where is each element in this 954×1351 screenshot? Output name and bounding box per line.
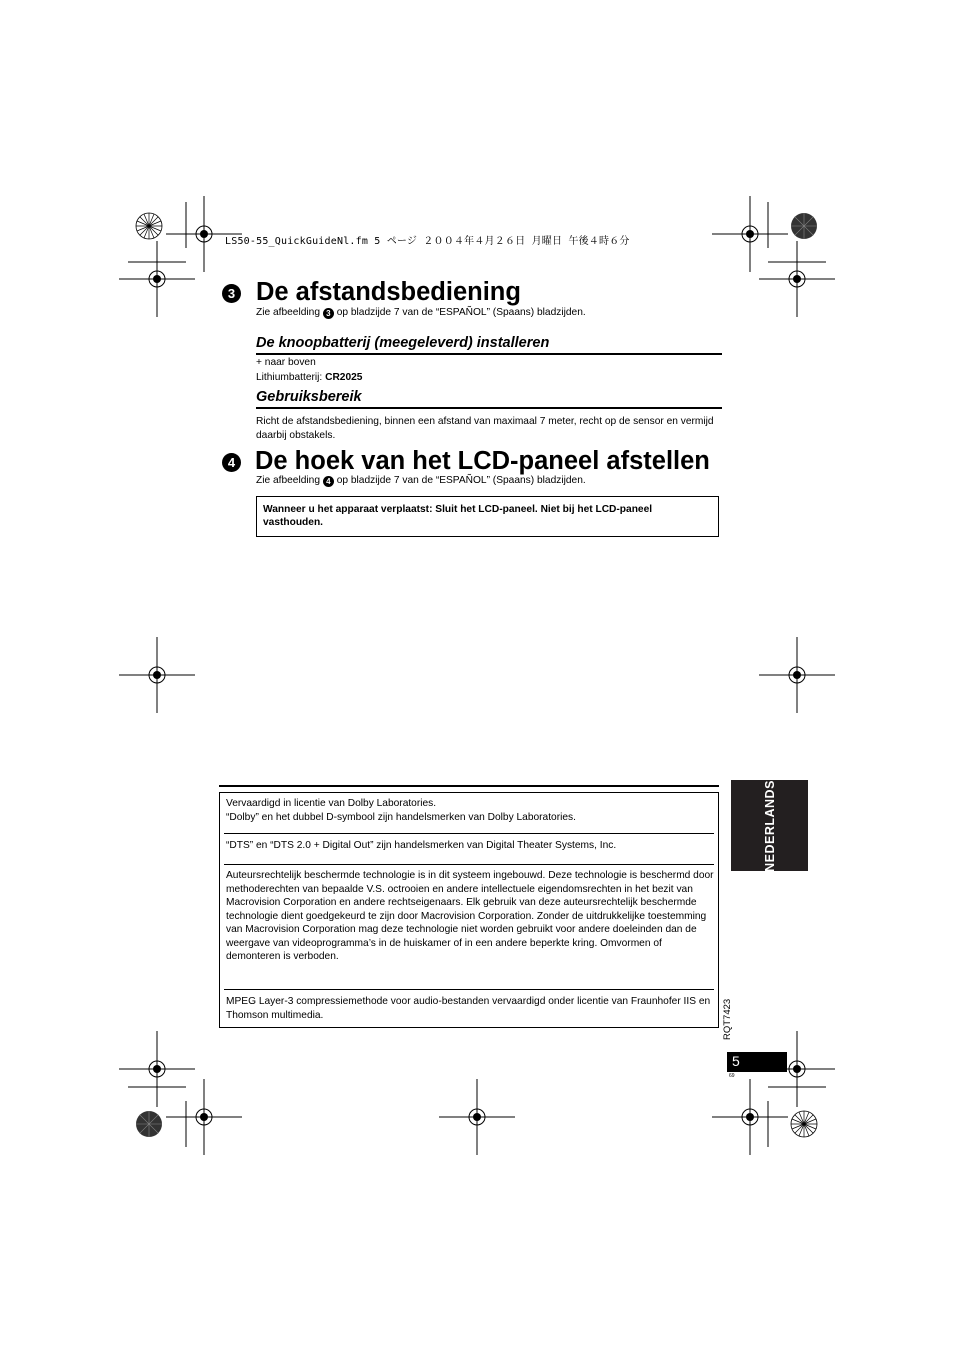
- file-header: LS50-55_QuickGuideNl.fm 5 ページ ２００４年４月２６日 月曜日 午後４時６分: [225, 236, 630, 247]
- macrovision-notice: Auteursrechtelijk beschermde technologie is in dit systeem ingebouwd. Deze technologie is beschermd door methoderechten van bepaalde V.S. octrooien en andere intellectuele eigendomsrechten in het bezit van Macrovision Corporation en andere rechtseigenaars. Elk gebruik van deze auteursrechtelijk beschermde technologie dient goedgekeurd te zijn door Macrovision Corporation. Zonder de uitdrukkelijke toestemming van Macrovision Corporation mag deze technologie niet worden gebruikt voor andere doeleinden dan de weergave van videoprogramma’s in de huiskamer of in een andere beperkte kring. Omvormen of demonteren is verboden.: [226, 870, 714, 962]
- license-top-rule: [219, 785, 719, 787]
- section-3-title: De afstandsbediening: [256, 278, 521, 306]
- section-3-intro: Zie afbeelding 3 op bladzijde 7 van de “ESPAÑOL” (Spaans) bladzijden.: [256, 307, 586, 318]
- range-subtitle: Gebruiksbereik: [256, 389, 362, 405]
- figure-4-icon: 4: [323, 476, 334, 487]
- license-divider: [224, 864, 714, 865]
- license-divider: [224, 833, 714, 834]
- battery-subtitle: De knoopbatterij (meegeleverd) installeren: [256, 335, 550, 351]
- range-rule: [256, 407, 722, 409]
- document-code: RQT7423: [722, 998, 733, 1040]
- section-4-title: De hoek van het LCD-paneel afstellen: [255, 447, 710, 475]
- figure-3-icon: 3: [323, 308, 334, 319]
- page-number: 5: [732, 1053, 740, 1069]
- section-3-number-badge: 3: [222, 284, 241, 303]
- dts-notice: “DTS” en “DTS 2.0 + Digital Out” zijn handelsmerken van Digital Theater Systems, Inc.: [226, 840, 617, 851]
- section-4-intro: Zie afbeelding 4 op bladzijde 7 van de “ESPAÑOL” (Spaans) bladzijden.: [256, 475, 586, 486]
- language-tab: [731, 780, 808, 871]
- range-text: Richt de afstandsbediening, binnen een afstand van maximaal 7 meter, recht op de sensor en vermijd daarbij obstakels.: [256, 416, 714, 441]
- license-divider: [224, 989, 714, 990]
- language-tab-label: NEDERLANDS: [762, 779, 777, 872]
- battery-rule: [256, 353, 722, 355]
- small-page-code: 69: [729, 1073, 735, 1079]
- dolby-notice: Vervaardigd in licentie van Dolby Laboratories. “Dolby” en het dubbel D-symbool zijn handelsmerken van Dolby Laboratories.: [226, 798, 576, 823]
- mpeg-notice: MPEG Layer-3 compressiemethode voor audio-bestanden vervaardigd onder licentie van Fraunhofer IIS en Thomson multimedia.: [226, 996, 711, 1021]
- license-box: [219, 792, 719, 1028]
- battery-type: Lithiumbatterij: CR2025: [256, 372, 363, 383]
- warning-box: Wanneer u het apparaat verplaatst: Sluit het LCD-paneel. Niet bij het LCD-paneel vasthouden.: [256, 496, 719, 537]
- battery-polarity: + naar boven: [256, 357, 316, 368]
- page-number-box: [727, 1052, 787, 1072]
- section-4-number-badge: 4: [222, 453, 241, 472]
